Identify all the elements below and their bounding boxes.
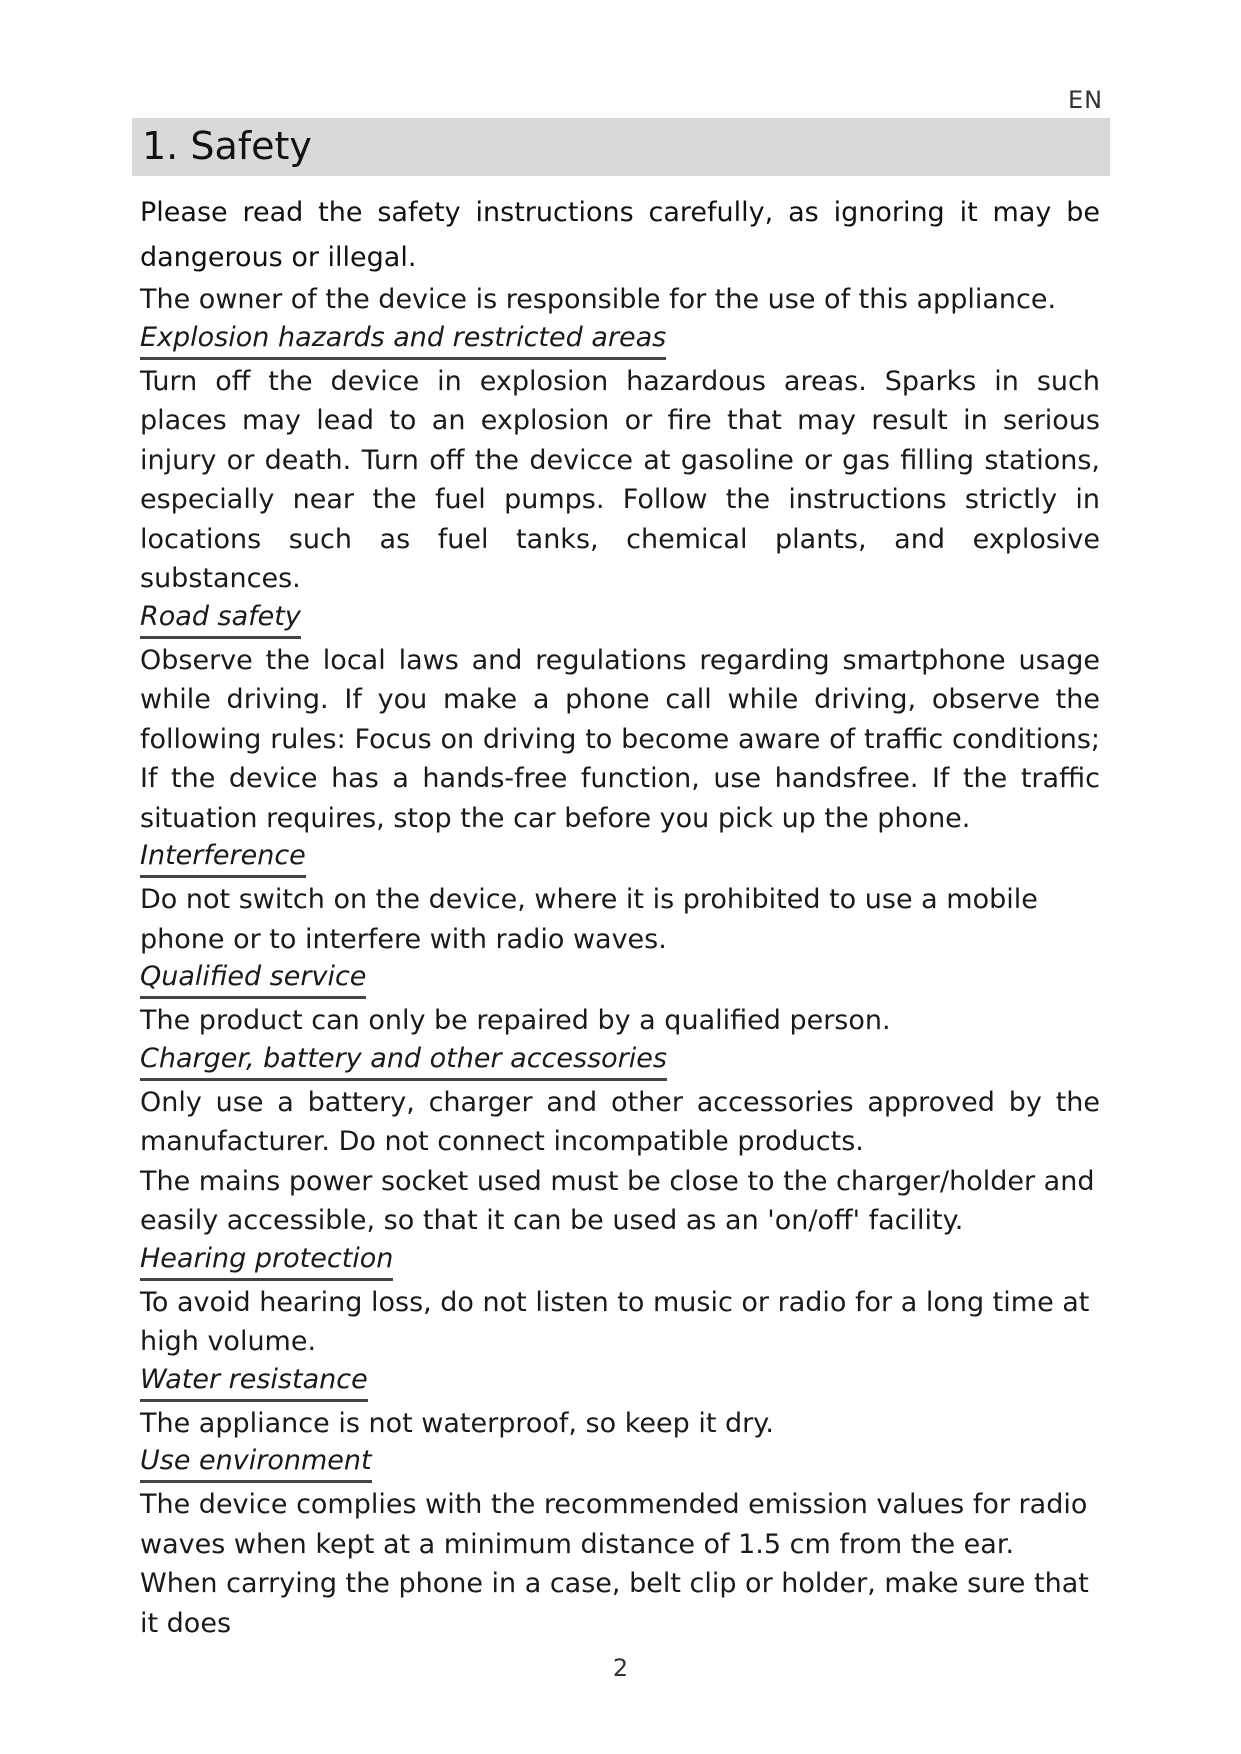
document-body bbox=[140, 190, 1100, 1643]
charger-battery-paragraph: Only use a battery, charger and other accessories approved by the manufacturer. Do not connect incompatible products. bbox=[140, 1086, 1100, 1157]
charger-battery-heading: Charger, battery and other accessories bbox=[140, 1041, 667, 1081]
qualified-service-paragraph: The product can only be repaired by a qualified person. bbox=[140, 1005, 891, 1036]
interference-heading: Interference bbox=[140, 838, 306, 878]
use-environment-paragraph: The device complies with the recommended emission values for radio waves when kept at a minimum distance of 1.5 cm from the ear. When carrying the phone in a case, belt clip or holder, make sure that it does bbox=[140, 1489, 1089, 1639]
page-number: 2 bbox=[612, 1654, 629, 1682]
explosion-hazards-heading: Explosion hazards and restricted areas bbox=[140, 320, 666, 360]
use-environment-heading: Use environment bbox=[140, 1443, 372, 1483]
road-safety-heading: Road safety bbox=[140, 599, 301, 639]
water-resistance-paragraph: The appliance is not waterproof, so keep it dry. bbox=[140, 1407, 774, 1439]
water-resistance-heading: Water resistance bbox=[140, 1362, 368, 1402]
section-title-bar bbox=[132, 118, 1110, 176]
language-label: EN bbox=[1068, 86, 1104, 114]
qualified-service-heading: Qualified service bbox=[140, 959, 366, 999]
owner-responsibility-paragraph: The owner of the device is responsible for the use of this appliance. bbox=[140, 284, 1057, 315]
section-title: 1. Safety bbox=[142, 124, 312, 168]
hearing-protection-heading: Hearing protection bbox=[140, 1241, 393, 1281]
intro-lead-paragraph: Please read the safety instructions carefully, as ignoring it may be dangerous or illegal. bbox=[140, 197, 1100, 273]
explosion-hazards-paragraph: Turn off the device in explosion hazardous areas. Sparks in such places may lead to an explosion or fire that may result in serious injury or death. Turn off the devicce at gasoline or gas filling stations, especially near the fuel pumps. Follow the instructions strictly in locations such as fuel tanks, chemical plants, and explosive substances. bbox=[140, 365, 1100, 594]
hearing-protection-paragraph: To avoid hearing loss, do not listen to music or radio for a long time at high volume. bbox=[140, 1286, 1090, 1357]
mains-socket-paragraph: The mains power socket used must be close to the charger/holder and easily accessible, so that it can be used as an 'on/off' facility. bbox=[140, 1165, 1095, 1236]
road-safety-paragraph: Observe the local laws and regulations regarding smartphone usage while driving. If you make a phone call while driving, observe the following rules: Focus on driving to become aware of traffic conditions; If the device has a hands-free function, use handsfree. If the traffic situation requires, stop the car before you pick up the phone. bbox=[140, 644, 1100, 834]
interference-paragraph: Do not switch on the device, where it is prohibited to use a mobile phone or to interfere with radio waves. bbox=[140, 884, 1038, 955]
